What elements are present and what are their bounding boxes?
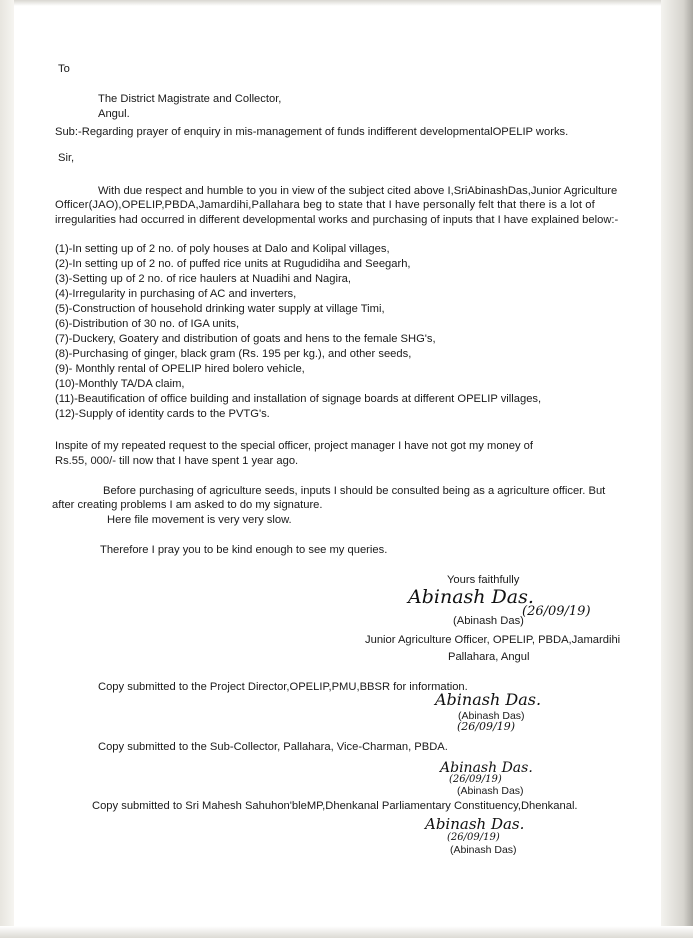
signature: Abinash Das. [408,586,534,608]
copy-2-name: (Abinash Das) [457,785,524,797]
sender-designation: Junior Agriculture Officer, OPELIP, PBDA,Jamardihi [365,634,621,646]
copy-1-signature: Abinash Das. [435,690,542,709]
list-item: (8)-Purchasing of ginger, black gram (Rs. 195 per kg.), and other seeds, [55,348,412,360]
list-item: (6)-Distribution of 30 no. of IGA units, [55,318,240,330]
closing: Yours faithfully [447,574,520,586]
para3-line1: Before purchasing of agriculture seeds, inputs I should be consulted being as a agriculture officer. But [103,485,606,497]
list-item: (3)-Setting up of 2 no. of rice haulers at Nuadihi and Nagira, [55,273,352,285]
para2-line1: Inspite of my repeated request to the special officer, project manager I have not got my money of [55,440,534,452]
to-label: To [58,63,70,75]
paper-top-edge [0,0,693,6]
list-item: (5)-Construction of household drinking water supply at village Timi, [55,303,385,315]
list-item: (2)-In setting up of 2 no. of puffed rice units at Rugudidiha and Seegarh, [55,258,411,270]
copy-3-name: (Abinash Das) [450,844,517,856]
paper-right-edge [661,0,693,938]
para3-line3: Here file movement is very very slow. [107,514,292,526]
list-item: (4)-Irregularity in purchasing of AC and inverters, [55,288,297,300]
list-item: (1)-In setting up of 2 no. of poly houses at Dalo and Kolipal villages, [55,243,390,255]
copy-1-name: (Abinash Das) [458,710,525,722]
copy-2-date: (26/09/19) [449,774,502,785]
list-item: (7)-Duckery, Goatery and distribution of goats and hens to the female SHG's, [55,333,436,345]
addressee-line1: The District Magistrate and Collector, [98,93,282,105]
list-item: (12)-Supply of identity cards to the PVTG's. [55,408,270,420]
addressee-line2: Angul. [98,108,130,120]
copy-2-signature: Abinash Das. [440,760,533,776]
intro-line1: With due respect and humble to you in view of the subject cited above I,SriAbinashDas,Junior Agriculture [98,185,618,197]
paper-left-edge [0,0,14,938]
copy-line-1: Copy submitted to the Project Director,OPELIP,PMU,BBSR for information. [98,681,468,693]
salutation: Sir, [58,152,75,164]
copy-line-2: Copy submitted to the Sub-Collector, Pallahara, Vice-Charman, PBDA. [98,741,448,753]
prayer-line: Therefore I pray you to be kind enough to see my queries. [100,544,388,556]
sender-location: Pallahara, Angul [448,651,530,663]
sender-name: (Abinash Das) [453,615,524,627]
copy-3-signature: Abinash Das. [425,815,525,833]
paper-bottom-edge [0,926,693,938]
copy-3-date: (26/09/19) [447,832,500,843]
subject-line: Sub:-Regarding prayer of enquiry in mis-management of funds indifferent developmentalOPELIP works. [55,126,569,138]
copy-1-date: (26/09/19) [457,720,515,733]
list-item: (9)- Monthly rental of OPELIP hired bolero vehicle, [55,363,305,375]
signature-date: (26/09/19) [522,604,591,619]
intro-line2: Officer(JAO),OPELIP,PBDA,Jamardihi,Pallahara beg to state that I have personally felt that there is a lot of [55,199,595,211]
intro-line3: irregularities had occurred in different developmental works and purchasing of inputs that I have explained below:- [55,214,619,226]
list-item: (11)-Beautification of office building and installation of signage boards at different OPELIP villages, [55,393,542,405]
para2-line2: Rs.55, 000/- till now that I have spent 1 year ago. [55,455,299,467]
list-item: (10)-Monthly TA/DA claim, [55,378,185,390]
copy-line-3: Copy submitted to Sri Mahesh Sahuhon'bleMP,Dhenkanal Parliamentary Constituency,Dhenkanal. [92,800,578,812]
para3-line2: after creating problems I am asked to do my signature. [52,499,323,511]
